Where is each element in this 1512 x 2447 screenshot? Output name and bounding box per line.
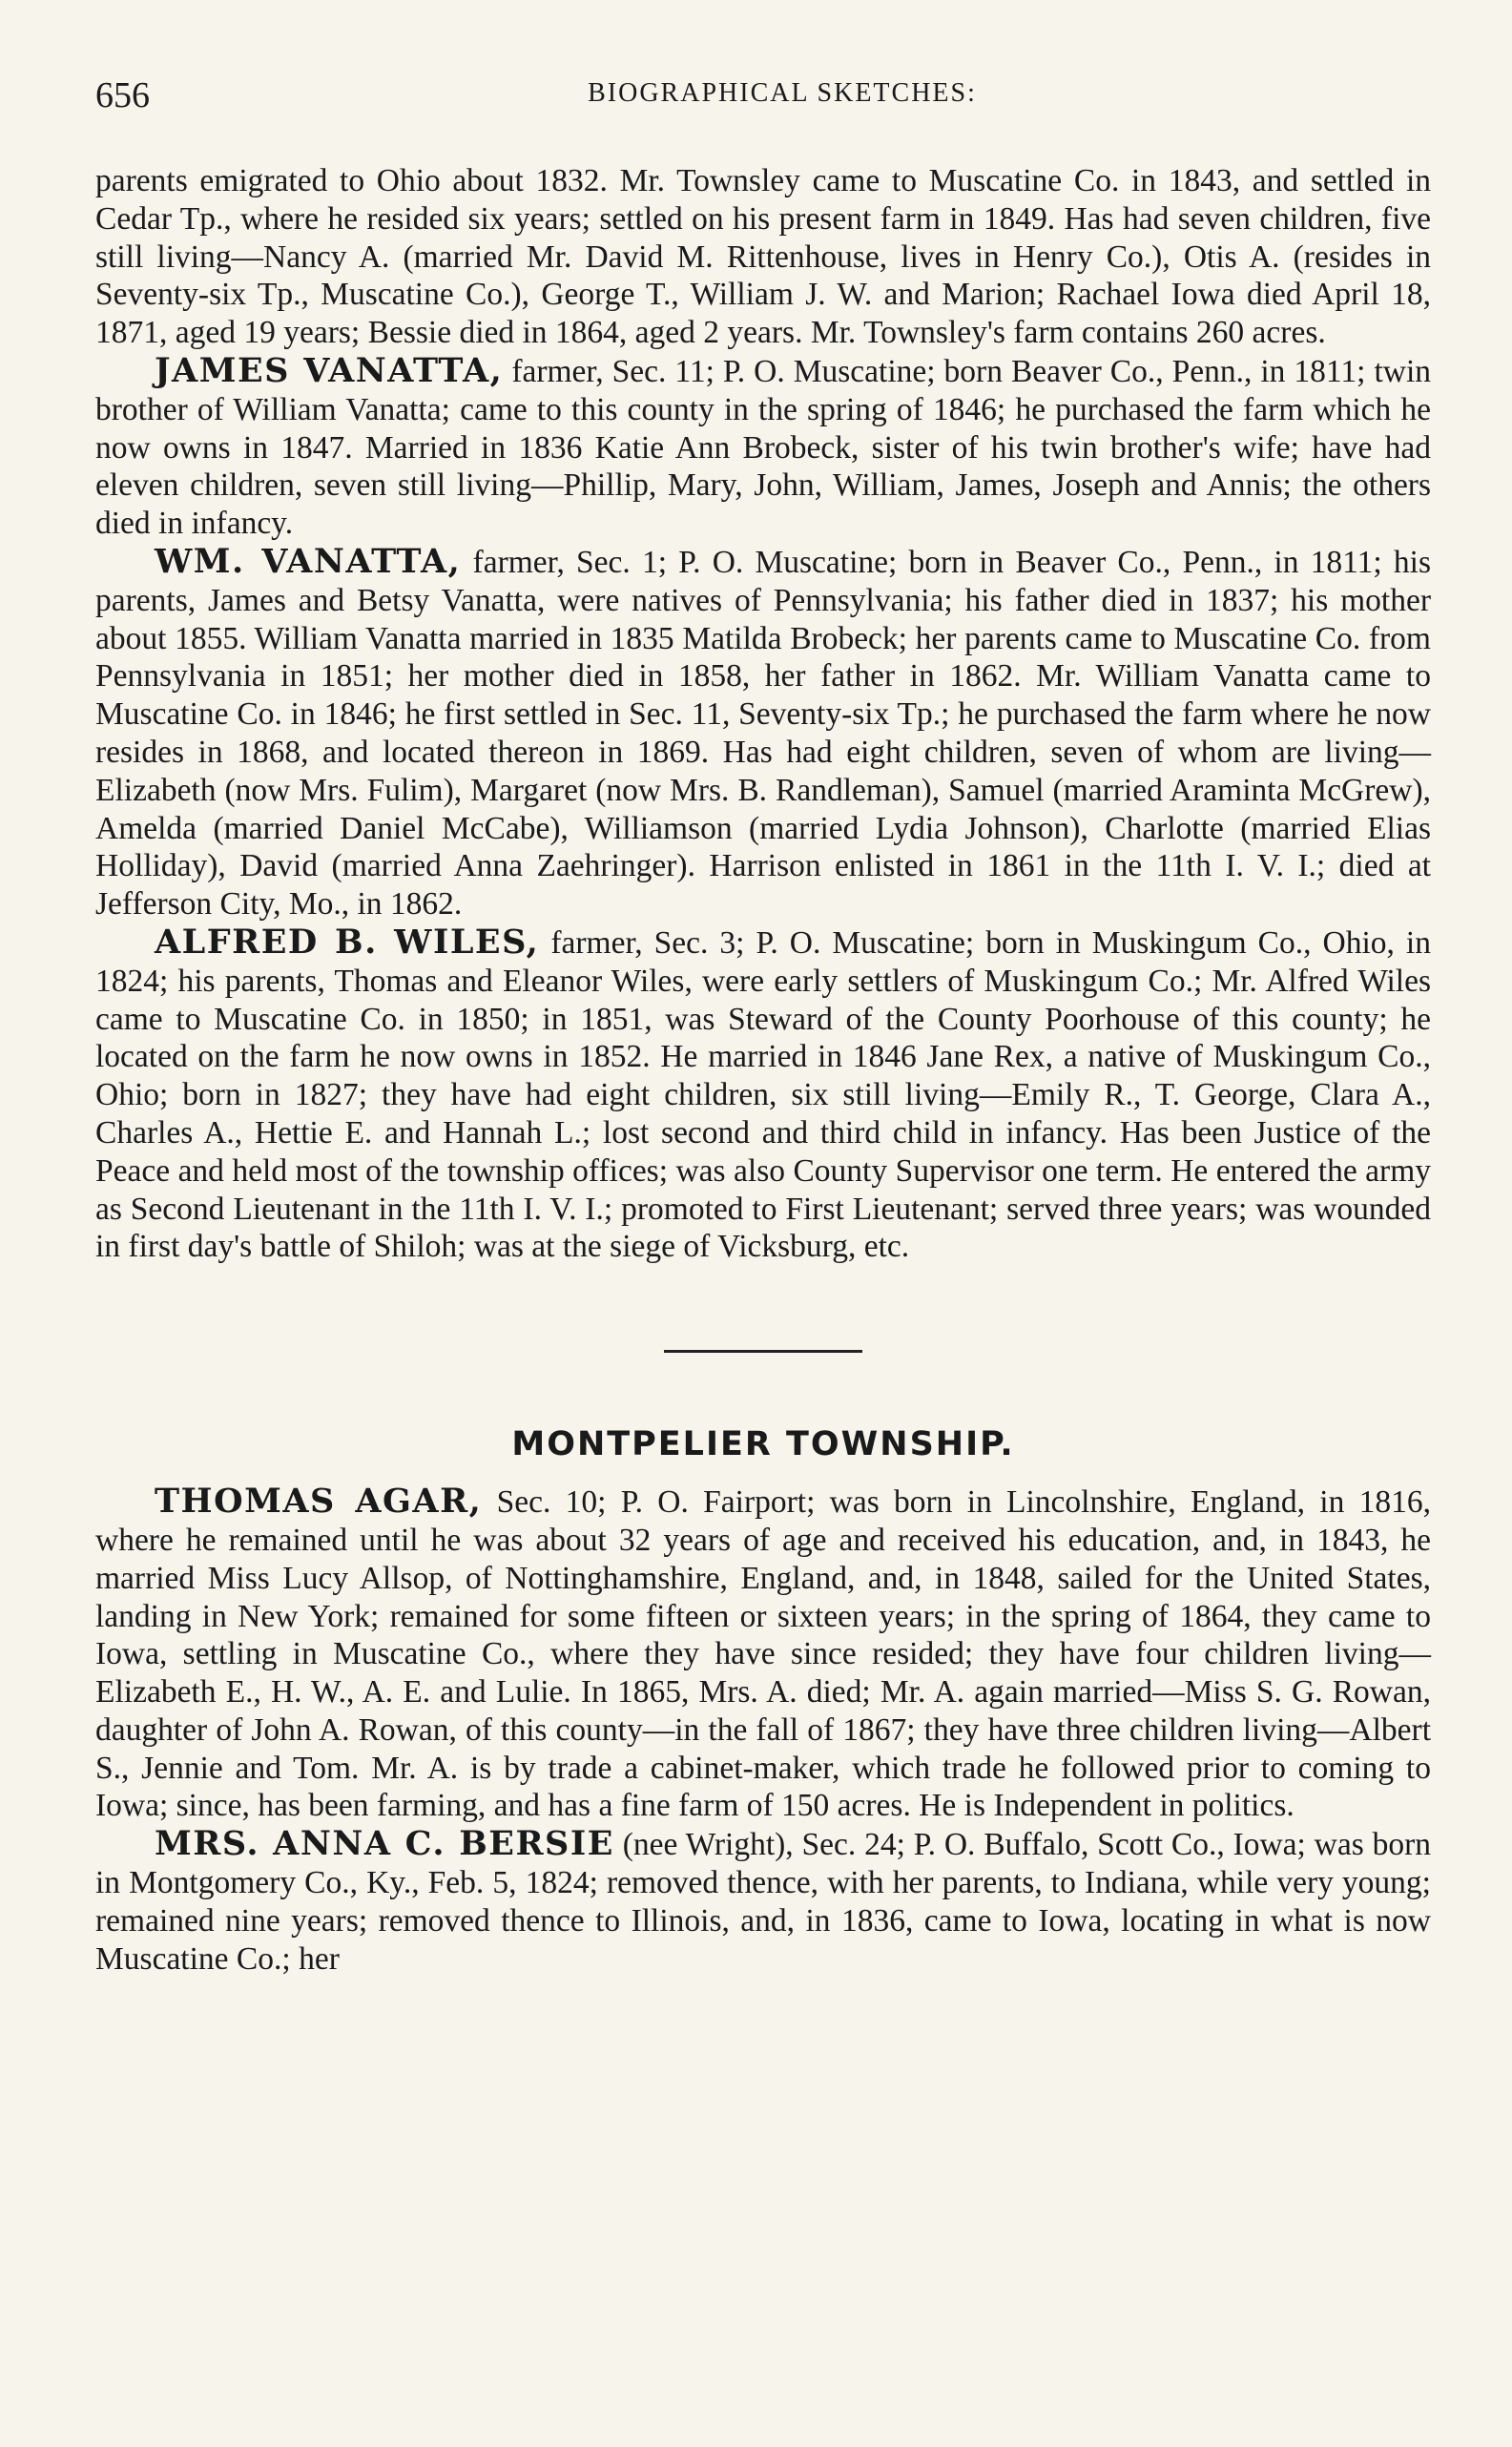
section-montpelier [95, 1483, 1431, 1978]
entry-wm-vanatta [95, 543, 1431, 923]
continuation-paragraph: parents emigrated to Ohio about 1832. Mr. Townsley came to Muscatine Co. in 1843, and settled in Cedar Tp., where he resided six years; settled on his present farm in 1849. Has had seven children, five still living—Nancy A. (married Mr. David M. Rittenhouse, lives in Henry Co.), Otis A. (resides in Seventy-six Tp., Muscatine Co.), George T., William J. W. and Marion; Rachael Iowa died April 18, 1871, aged 19 years; Bessie died in 1864, aged 2 years. Mr. Townsley's farm contains 260 acres. [95, 163, 1431, 351]
section-divider [664, 1350, 862, 1353]
entry-name: THOMAS AGAR, [155, 1482, 483, 1522]
running-title: BIOGRAPHICAL SKETCHES: [588, 78, 977, 108]
entry-anna-bersie [95, 1825, 1431, 1978]
entry-alfred-wiles [95, 923, 1431, 1266]
entry-text: farmer, Sec. 11; P. O. Muscatine; born Beaver Co., Penn., in 1811; twin brother of William Vanatta; came to this county in the spring of 1846; he purchased the farm which he now owns in 1847. Married in 1836 Katie Ann Brobeck, sister of his twin brother's wife; have had eleven children, seven still living—Phillip, Mary, John, William, James, Joseph and Annis; the others died in infancy. [95, 353, 1432, 542]
section-cedar-continued [95, 162, 1431, 1266]
entry-text: (nee Wright), Sec. 24; P. O. Buffalo, Scott Co., Iowa; was born in Montgomery Co., Ky., Feb. 5, 1824; removed thence, with her parents, to Indiana, while very young; remained nine years; removed thence to Illinois, and, in 1836, came to Iowa, locating in what is now Muscatine Co.; her [95, 1827, 1432, 1977]
running-head [95, 74, 1431, 122]
entry-james-vanatta [95, 352, 1431, 543]
section-title: MONTPELIER TOWNSHIP. [511, 1425, 1015, 1464]
entry-text: farmer, Sec. 3; P. O. Muscatine; born in Muskingum Co., Ohio, in 1824; his parents, Thomas and Eleanor Wiles, were early settlers of Muskingum Co.; Mr. Alfred Wiles came to Muscatine Co. in 1850; in 1851, was Steward of the County Poorhouse of this county; he located on the farm he now owns in 1852. He married in 1846 Jane Rex, a native of Muskingum Co., Ohio; born in 1827; they have had eight children, six still living—Emily R., T. George, Clara A., Charles A., Hettie E. and Hannah L.; lost second and third child in infancy. Has been Justice of the Peace and held most of the township offices; was also County Supervisor one term. He entered the army as Second Lieutenant in the 11th I. V. I.; promoted to First Lieutenant; served three years; was wounded in first day's battle of Shiloh; was at the siege of Vicksburg, etc. [95, 924, 1431, 1265]
entry-name: JAMES VANATTA, [155, 350, 504, 390]
entry-name: MRS. ANNA C. BERSIE [155, 1824, 614, 1864]
entry-text: Sec. 10; P. O. Fairport; was born in Lincolnshire, England, in 1816, where he remained until he was about 32 years of age and received his education, and, in 1843, he married Miss Lucy Allsop, of Nottinghamshire, England, and, in 1848, sailed for the United States, landing in New York; remained for some fifteen or sixteen years; in the spring of 1864, they came to Iowa, settling in Muscatine Co., where they have since resided; they have four children living—Elizabeth E., H. W., A. E. and Lulie. In 1865, Mrs. A. died; Mr. A. again married—Miss S. G. Rowan, daughter of John A. Rowan, of this county—in the fall of 1867; they have three children living—Albert S., Jennie and Tom. Mr. A. is by trade a cabinet-maker, which trade he followed prior to coming to Iowa; since, has been farming, and has a fine farm of 150 acres. He is Independent in politics. [95, 1484, 1431, 1824]
entry-name: ALFRED B. WILES, [155, 922, 540, 962]
entry-text: farmer, Sec. 1; P. O. Muscatine; born in Beaver Co., Penn., in 1811; his parents, James and Betsy Vanatta, were natives of Pennsylvania; his father died in 1837; his mother about 1855. William Vanatta married in 1835 Matilda Brobeck; her parents came to Muscatine Co. from Pennsylvania in 1851; her mother died in 1858, her father in 1862. Mr. William Vanatta came to Muscatine Co. in 1846; he first settled in Sec. 11, Seventy-six Tp.; he purchased the farm where he now resides in 1868, and located thereon in 1869. Has had eight children, seven of whom are living—Elizabeth (now Mrs. Fulim), Margaret (now Mrs. B. Randleman), Samuel (married Araminta McGrew), Amelda (married Daniel McCabe), Williamson (married Lydia Johnson), Charlotte (married Elias Holliday), David (married Anna Zaehringer). Harrison enlisted in 1861 in the 11th I. V. I.; died at Jefferson City, Mo., in 1862. [95, 544, 1431, 923]
entry-thomas-agar [95, 1483, 1431, 1825]
entry-name: WM. VANATTA, [155, 541, 462, 581]
page-number: 656 [95, 75, 150, 115]
page [95, 74, 1431, 1978]
